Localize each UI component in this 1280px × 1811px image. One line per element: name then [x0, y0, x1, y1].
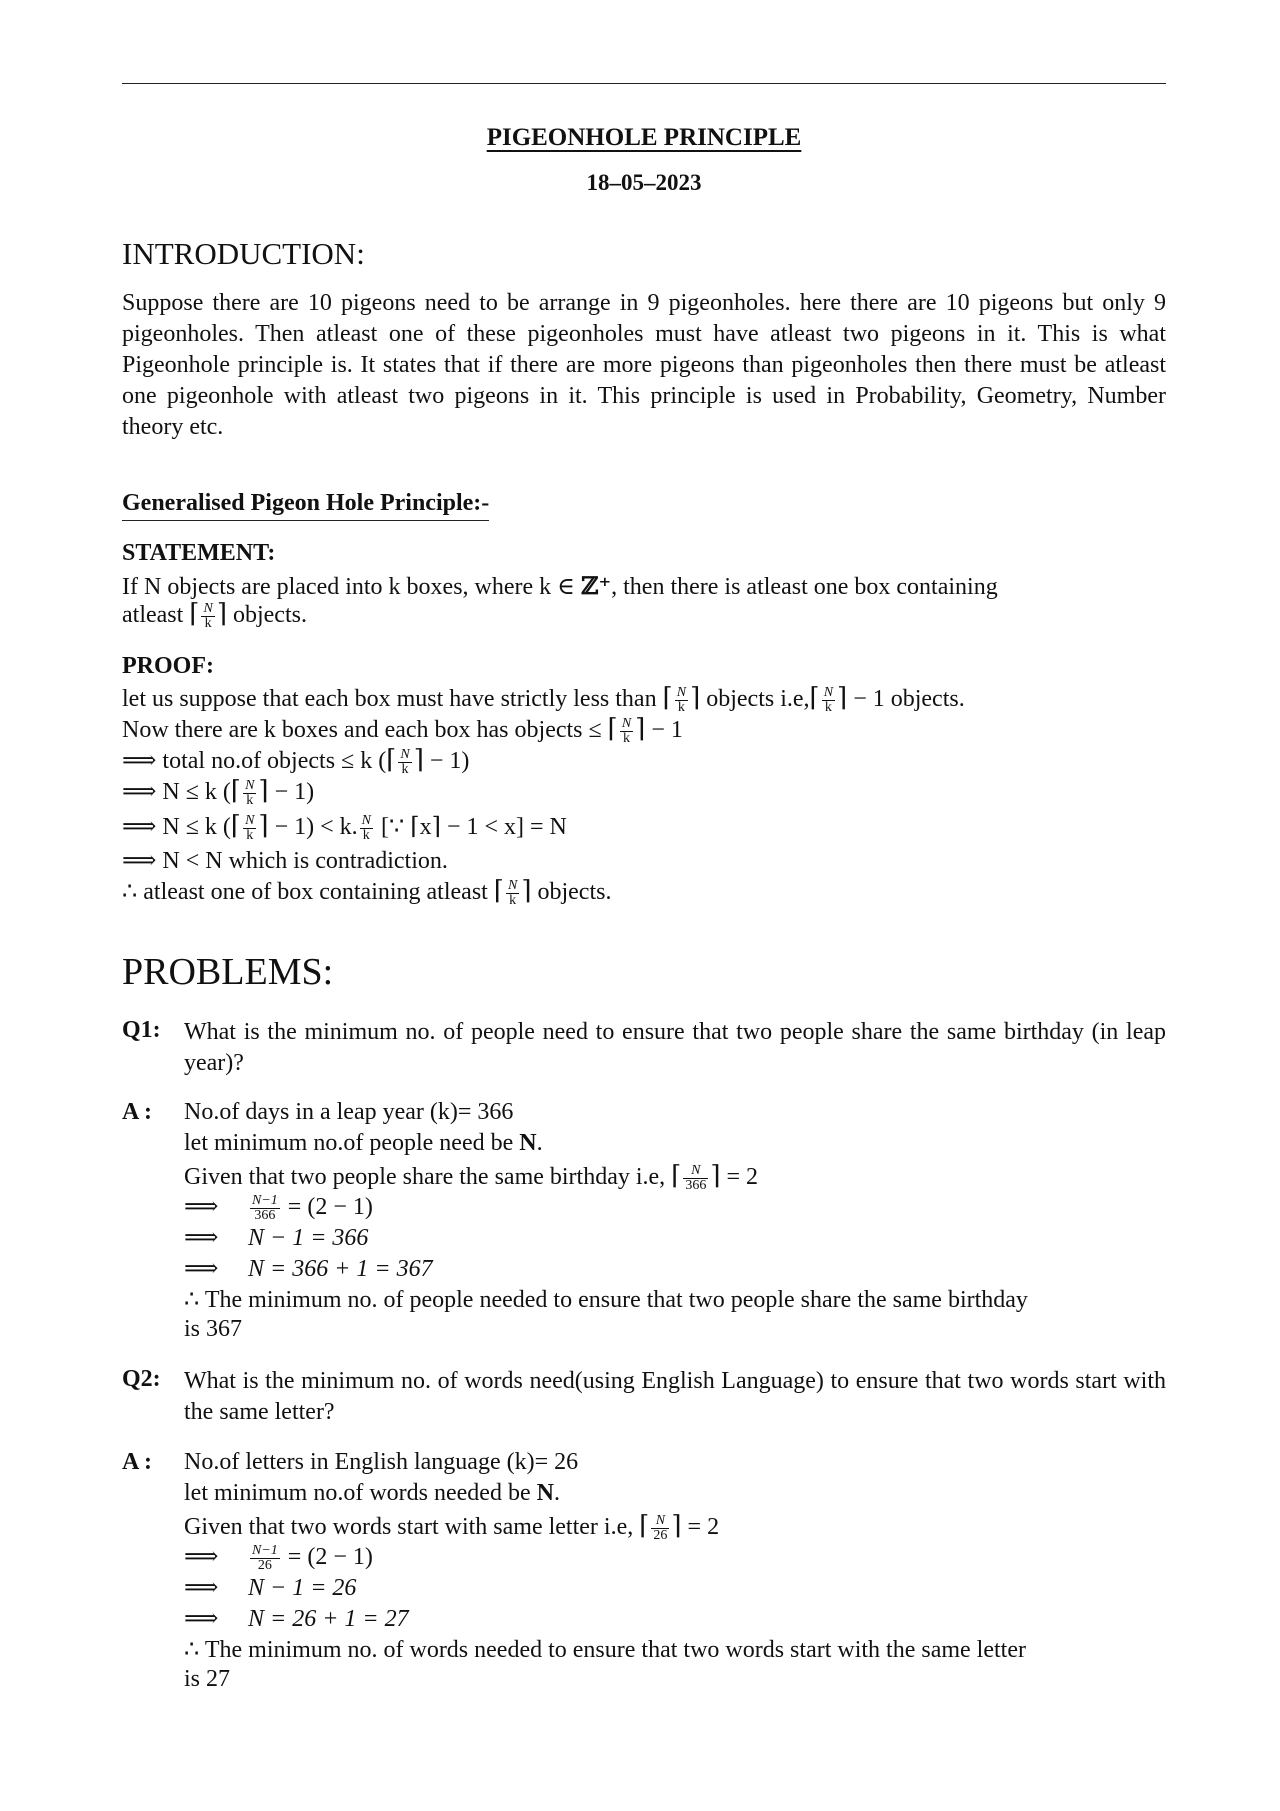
answer-line: No.of days in a leap year (k)= 366 — [184, 1099, 514, 1125]
answer-line: ⟹ $\frac{N-1}{26}$ = (2 − 1) — [184, 1542, 373, 1573]
generalised-heading: Generalised Pigeon Hole Principle:- — [122, 490, 489, 521]
answer-line: ⟹ $\frac{N-1}{366}$ = (2 − 1) — [184, 1192, 373, 1223]
fraction-n-over-k: $\frac{N}{k}$ — [245, 812, 255, 843]
statement-line-2: atleast ⌈ $\frac{N}{k}$ ⌉ objects. — [122, 599, 307, 631]
proof-line-6: ⟹ N < N which is contradiction. — [122, 848, 448, 874]
fraction-n-minus-1-over-26: $\frac{N-1}{26}$ — [252, 1542, 278, 1573]
fraction-n-over-k: $\frac{N}{k}$ — [203, 600, 213, 631]
answer-line: let minimum no.of people need be N. — [184, 1130, 543, 1156]
introduction-heading: INTRODUCTION: — [122, 236, 365, 271]
answer-line: ∴ The minimum no. of words needed to ensure that two words start with the same letter — [184, 1637, 1026, 1663]
fraction-n-over-k: $\frac{N}{k}$ — [400, 746, 410, 777]
proof-label: PROOF: — [122, 653, 214, 679]
proof-line-2: Now there are k boxes and each box has objects ≤ ⌈ $\frac{N}{k}$ ⌉ − 1 — [122, 714, 683, 746]
document-date: 18–05–2023 — [586, 170, 702, 195]
question-text: What is the minimum no. of people need to ensure that two people share the same birthday (in leap year)? — [184, 1019, 1166, 1076]
answer-line: ⟹ N = 366 + 1 = 367 — [184, 1256, 433, 1282]
proof-line-1: let us suppose that each box must have strictly less than ⌈ $\frac{N}{k}$ ⌉ objects i.e,⌈ $\frac{N}{k}$ ⌉ − 1 objects. — [122, 683, 965, 715]
answer-line: Given that two people share the same birthday i.e, ⌈ $\frac{N}{366}$ ⌉ = 2 — [184, 1161, 759, 1193]
document-page — [122, 0, 1166, 1811]
answer-label: A : — [122, 1099, 152, 1125]
fraction-n-minus-1-over-366: $\frac{N-1}{366}$ — [252, 1192, 278, 1223]
answer-line: ∴ The minimum no. of people needed to ensure that two people share the same birthday — [184, 1287, 1028, 1313]
statement-label: STATEMENT: — [122, 540, 276, 566]
fraction-n-over-k: $\frac{N}{k}$ — [676, 684, 687, 715]
answer-line: is 27 — [184, 1666, 231, 1692]
fraction-n-over-366: $\frac{N}{366}$ — [685, 1162, 707, 1193]
fraction-n-over-k: $\frac{N}{k}$ — [621, 715, 632, 746]
question-label: Q2: — [122, 1366, 161, 1392]
fraction-n-over-k: $\frac{N}{k}$ — [507, 877, 518, 908]
fraction-n-over-k: $\frac{N}{k}$ — [245, 777, 255, 808]
answer-line: is 367 — [184, 1316, 243, 1342]
answer-line: ⟹ N − 1 = 366 — [184, 1225, 369, 1251]
question-label: Q1: — [122, 1017, 161, 1043]
document-title: PIGEONHOLE PRINCIPLE — [486, 124, 802, 151]
fraction-n-over-k: $\frac{N}{k}$ — [361, 812, 371, 843]
answer-line: ⟹ N = 26 + 1 = 27 — [184, 1606, 409, 1632]
fraction-n-over-26: $\frac{N}{26}$ — [653, 1512, 668, 1543]
answer-line: Given that two words start with same letter i.e, ⌈ $\frac{N}{26}$ ⌉ = 2 — [184, 1511, 720, 1543]
introduction-paragraph: Suppose there are 10 pigeons need to be arrange in 9 pigeonholes. here there are 10 pigeons but only 9 pigeonholes. Then atleast one of these pigeonholes must have atleast two pigeons in it. This is what Pigeonhole principle is. It states that if there are more pigeons than pigeonholes then there must be atleast one pigeonhole with atleast two pigeons in it. This principle is used in Probability, Geometry, Number theory etc. — [122, 290, 1166, 440]
answer-line: let minimum no.of words needed be N. — [184, 1480, 560, 1506]
header-rule — [122, 83, 1166, 84]
statement-line-1: If N objects are placed into k boxes, where k ∈ ℤ⁺, then there is atleast one box containing — [122, 571, 998, 600]
fraction-n-over-k: $\frac{N}{k}$ — [823, 684, 834, 715]
proof-line-3: ⟹ total no.of objects ≤ k (⌈ $\frac{N}{k}$ ⌉ − 1) — [122, 745, 470, 777]
problems-heading: PROBLEMS: — [122, 951, 334, 993]
answer-line: ⟹ N − 1 = 26 — [184, 1575, 357, 1601]
answer-label: A : — [122, 1449, 152, 1475]
proof-line-7: ∴ atleast one of box containing atleast ⌈ $\frac{N}{k}$ ⌉ objects. — [122, 876, 612, 908]
proof-line-5: ⟹ N ≤ k (⌈ $\frac{N}{k}$ ⌉ − 1) < k. $\frac{N}{k}$ [∵ ⌈x⌉ − 1 < x] = N — [122, 811, 567, 843]
question-text: What is the minimum no. of words need(using English Language) to ensure that two words start with the same letter? — [184, 1368, 1166, 1425]
answer-line: No.of letters in English language (k)= 26 — [184, 1449, 579, 1475]
proof-line-4: ⟹ N ≤ k (⌈ $\frac{N}{k}$ ⌉ − 1) — [122, 776, 315, 808]
